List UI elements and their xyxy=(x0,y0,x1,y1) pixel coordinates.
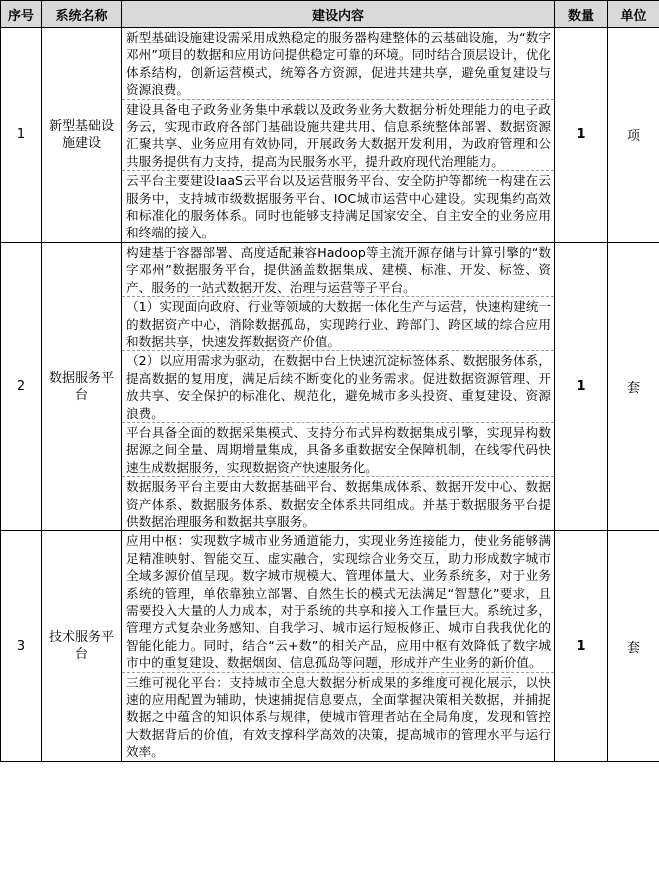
content-paragraph: 应用中枢：实现数字城市业务通道能力，实现业务连接能力，使业务能够满足精准映射、智能交互、虚实融合，实现综合业务交互，助力形成数字城市全域多源价值呈现。数字城市规模大、管理体量大、业务系统多，对于业务系统的管理，单依靠独立部署、自然生长的模式无法满足“智慧化”要求，且需要投入大量的人力成本，对于系统的共享和接入工作量巨大。系统过多，管理方式复杂业务感知、自我学习、城市运行短板修正、城市自我我优化的智能化能力。同时，结合“云+数”的相关产品，应用中枢有效降低了数字城市中的重复建设、数据烟囱、信息孤岛等问题，形成并产生业务的新价值。 xyxy=(122,531,554,672)
row-content xyxy=(122,531,555,761)
content-paragraph: 构建基于容器部署、高度适配兼容Hadoop等主流开源存储与计算引擎的“数字邓州”数据服务平台，提供涵盖数据集成、建模、标准、开发、标签、资产、服务的一站式数据开发、治理与运营等子平台。 xyxy=(122,243,554,297)
content-paragraph: （2）以应用需求为驱动，在数据中台上快速沉淀标签体系、数据服务体系，提高数据的复用度，满足后续不断变化的业务需求。促进数据资源管理、开放共享、安全保护的标准化、规范化，避免城市多头投资、重复建设、资源浪费。 xyxy=(122,351,554,423)
row-system-name: 新型基础设施建设 xyxy=(42,28,122,243)
table-row xyxy=(1,242,659,531)
row-index: 1 xyxy=(1,28,42,243)
row-index: 3 xyxy=(1,531,42,761)
row-content xyxy=(122,28,555,243)
header-quantity: 数量 xyxy=(555,1,608,28)
content-paragraph: 三维可视化平台：支持城市全息大数据分析成果的多维度可视化展示，以快速的应用配置为辅助，快速捕捉信息要点，全面掌握决策相关数据，并捕捉数据之中蕴含的知识体系与规律，使城市管理者站在全局角度，发现和管控大数据背后的价值，有效支撑科学高效的决策，提高城市的管理水平与运行效率。 xyxy=(126,674,551,760)
content-paragraph: 平台具备全面的数据采集模式、支持分布式异构数据集成引擎，实现异构数据源之间全量、周期增量集成，具备多重数据安全保障机制，在线零代码快速生成数据服务，实现数据资产快速服务化。 xyxy=(122,423,554,477)
header-system-name: 系统名称 xyxy=(42,1,122,28)
row-unit: 套 xyxy=(608,242,659,531)
header-unit: 单位 xyxy=(608,1,659,28)
content-paragraph: 建设具备电子政务业务集中承载以及政务业务大数据分析处理能力的电子政务云，实现市政府各部门基础设施共建共用、信息系统整体部署、数据资源汇聚共享、业务应用有效协同，开展政务大数据开发利用，为政府管理和公共服务提供有力支持，提高为民服务水平，提升政府现代治理能力。 xyxy=(122,100,554,172)
row-quantity: 1 xyxy=(555,28,608,243)
row-system-name: 技术服务平台 xyxy=(42,531,122,761)
row-unit: 套 xyxy=(608,531,659,761)
row-quantity: 1 xyxy=(555,242,608,531)
row-index: 2 xyxy=(1,242,42,531)
table-header-row xyxy=(1,1,659,28)
row-content xyxy=(122,242,555,531)
header-index: 序号 xyxy=(1,1,42,28)
table-row xyxy=(1,531,659,761)
content-paragraph: 云平台主要建设IaaS云平台以及运营服务平台、安全防护等都统一构建在云服务中，支持城市级数据服务平台、IOC城市运营中心建设。实现集约高效和标准化的服务体系。同时也能够支持满足国家安全、自主安全的业务应用和终端的接入。 xyxy=(126,173,551,241)
row-quantity: 1 xyxy=(555,531,608,761)
table-row xyxy=(1,28,659,243)
content-paragraph: 数据服务平台主要由大数据基础平台、数据集成体系、数据开发中心、数据资产体系、数据服务体系、数据安全体系共同组成。并基于数据服务平台提供数据治理服务和数据共享服务。 xyxy=(126,479,551,529)
content-paragraph: （1）实现面向政府、行业等领域的大数据一体化生产与运营，快速构建统一的数据资产中心，消除数据孤岛，实现跨行业、跨部门、跨区域的综合应用和数据共享，快速发挥数据资产价值。 xyxy=(122,297,554,351)
row-unit: 项 xyxy=(608,28,659,243)
header-content: 建设内容 xyxy=(122,1,555,28)
content-paragraph: 新型基础设施建设需采用成熟稳定的服务器构建整体的云基础设施，为“数字邓州”项目的数据和应用访问提供稳定可靠的环境。同时结合顶层设计，优化体系结构，创新运营模式，统筹各方资源，促进共建共享，避免重复建设与资源浪费。 xyxy=(122,28,554,100)
row-system-name: 数据服务平台 xyxy=(42,242,122,531)
